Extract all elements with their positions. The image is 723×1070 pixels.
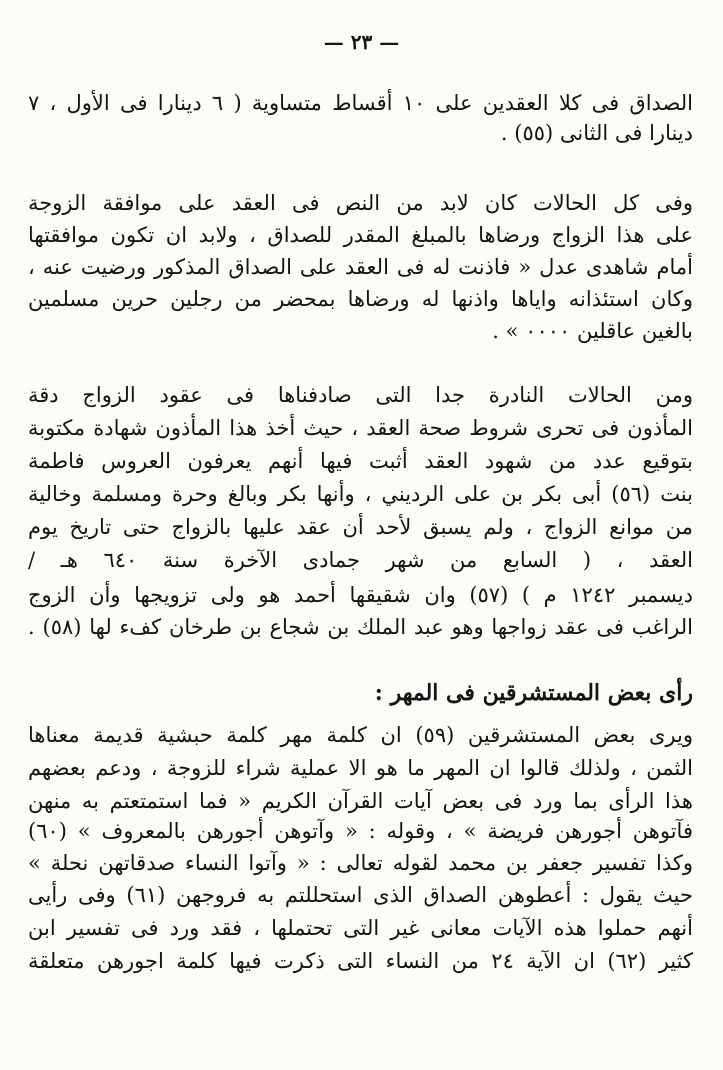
text-line: أنهم حملوا هذه الآيات معانى غير التى تحتملها ، فقد ورد فى تفسير ابن (28, 916, 693, 940)
text-line: هذا الرأى بما ورد فى بعض آيات القرآن الكريم « فما استمتعتم به منهن (28, 789, 693, 813)
text-line: بنت (٥٦) أبى بكر بن على الرديني ، وأنها بكر وبالغ وحرة ومسلمة وخالية (28, 482, 693, 506)
text-line: ويرى بعض المستشرقين (٥٩) ان كلمة مهر كلمة حبشية قديمة معناها (28, 723, 693, 747)
text-line: بتوقيع عدد من شهود العقد أثبت فيها أنهم يعرفون العروس فاطمة (28, 449, 693, 473)
text-line: حيث يقول : أعطوهن الصداق الذى استحللتم به فروجهن (٦١) وفى رأيى (28, 883, 693, 907)
text-line: كثير (٦٢) ان الآية ٢٤ من النساء التى ذكرت فيها كلمة اجورهن متعلقة (28, 949, 693, 973)
section-heading: رأى بعض المستشرقين فى المهر : (374, 680, 693, 706)
text-line: وكذا تفسير جعفر بن محمد لقوله تعالى : « وآتوا النساء صدقاتهن نحلة » (28, 851, 693, 875)
text-line: بالغين عاقلين ٠٠٠٠ » . (492, 319, 693, 343)
text-line: ديسمبر ١٢٤٢ م ) (٥٧) وان شقيقها أحمد هو ولى تزويجها وأن الزوج (28, 583, 693, 607)
text-line: الصداق فى كلا العقدين على ١٠ أقساط متساوية ( ٦ دينارا فى الأول ، ٧ (28, 91, 693, 115)
text-line: أمام شاهدى عدل « فاذنت له فى العقد على الصداق المذكور ورضيت عنه ، (28, 255, 693, 279)
text-line: الثمن ، ولذلك قالوا ان المهر ما هو الا عملية شراء للزوجة ، ودعم بعضهم (28, 756, 693, 780)
text-line: من موانع الزواج ، ولم يسبق لأحد أن عقد عليها بالزواج حتى تاريخ يوم (28, 515, 693, 539)
text-line: وفى كل الحالات كان لابد من النص فى العقد على موافقة الزوجة (28, 191, 693, 215)
text-line: العقد ، ( السابع من شهر جمادى الآخرة سنة ٦٤٠ هـ / (28, 548, 693, 572)
text-line: الراغب فى عقد زواجها وهو عبد الملك بن شجاع بن طرخان كفء لها (٥٨) . (28, 615, 693, 639)
text-line: فآتوهن أجورهن فريضة » ، وقوله : « وآتوهن أجورهن بالمعروف » (٦٠) (28, 819, 693, 843)
text-line: ومن الحالات النادرة جدا التى صادفناها فى عقود الزواج دقة (28, 383, 693, 407)
text-line: على هذا الزواج ورضاها بالمبلغ المقدر للصداق ، ولابد ان تكون موافقتها (28, 223, 693, 247)
text-line: وكان استئذانه واياها واذنها له ورضاها بمحضر من رجلين حرين مسلمين (28, 287, 693, 311)
text-line: دينارا فى الثانى (٥٥) . (500, 121, 693, 145)
page-number: — ٢٣ — (323, 30, 400, 54)
text-line: المأذون فى تحرى شروط صحة العقد ، حيث أخذ هذا المأذون شهادة مكتوبة (28, 416, 693, 440)
